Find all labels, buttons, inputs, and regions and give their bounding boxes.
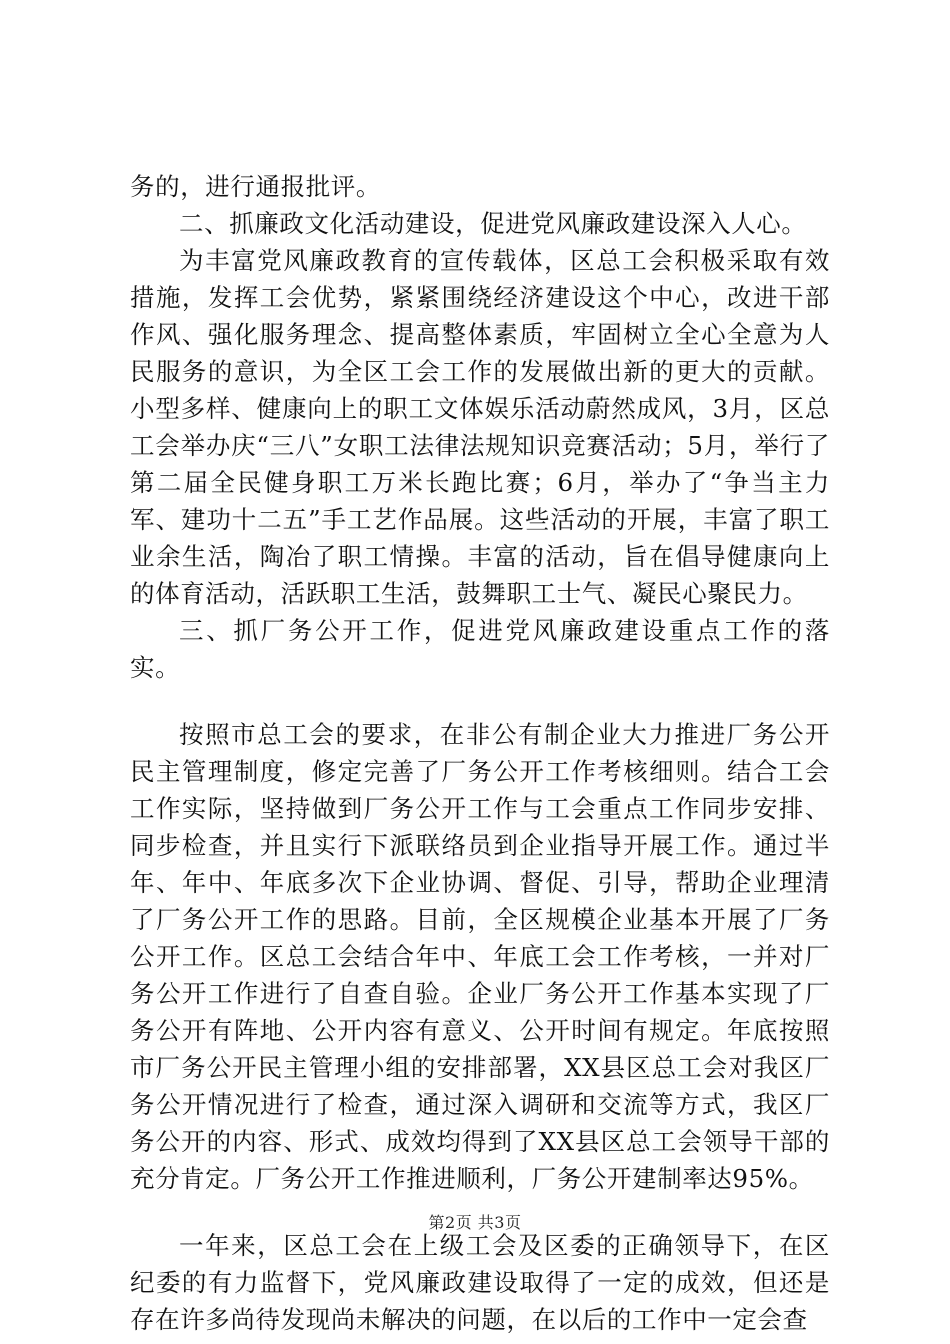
page-number-footer: 第2页 共3页	[428, 1213, 522, 1232]
paragraph-factory-affairs: 按照市总工会的要求，在非公有制企业大力推进厂务公开民主管理制度，修定完善了厂务公开工作考核细则。结合工会工作实际，坚持做到厂务公开工作与工会重点工作同步安排、同步检查，并且实行下派联络员到企业指导开展工作。通过半年、年中、年底多次下企业协调、督促、引导，帮助企业理清了厂务公开工作的思路。目前，全区规模企业基本开展了厂务公开工作。区总工会结合年中、年底工会工作考核，一并对厂务公开工作进行了自查自验。企业厂务公开工作基本实现了厂务公开有阵地、公开内容有意义、公开时间有规定。年底按照市厂务公开民主管理小组的安排部署，XX县区总工会对我区厂务公开情况进行了检查，通过深入调研和交流等方式，我区厂务公开的内容、形式、成效均得到了XX县区总工会领导干部的充分肯定。厂务公开工作推进顺利，厂务公开建制率达95%。	[130, 720, 830, 1193]
paragraph-summary: 一年来，区总工会在上级工会及区委的正确领导下，在区纪委的有力监督下，党风廉政建设取得了一定的成效，但还是存在许多尚待发现尚未解决的问题，在以后的工作中一定会查	[130, 1231, 830, 1334]
section-heading-2: 二、抓廉政文化活动建设，促进党风廉政建设深入人心。	[179, 209, 807, 238]
section-heading-3: 三、抓厂务公开工作，促进党风廉政建设重点工作的落实。	[130, 616, 830, 682]
paragraph-culture-activities: 为丰富党风廉政教育的宣传载体，区总工会积极采取有效措施，发挥工会优势，紧紧围绕经济建设这个中心，改进干部作风、强化服务理念、提高整体素质，牢固树立全心全意为人民服务的意识，为全区工会工作的发展做出新的更大的贡献。小型多样、健康向上的职工文体娱乐活动蔚然成风，3月，区总工会举办庆“三八”女职工法律法规知识竞赛活动；5月，举行了第二届全民健身职工万米长跑比赛；6月，举办了“争当主力军、建功十二五”手工艺作品展。这些活动的开展，丰富了职工业余生活，陶冶了职工情操。丰富的活动，旨在倡导健康向上的体育活动，活跃职工生活，鼓舞职工士气、凝民心聚民力。	[130, 246, 830, 608]
paragraph-continuation: 务的，进行通报批评。	[130, 172, 381, 201]
document-body	[130, 168, 830, 1338]
